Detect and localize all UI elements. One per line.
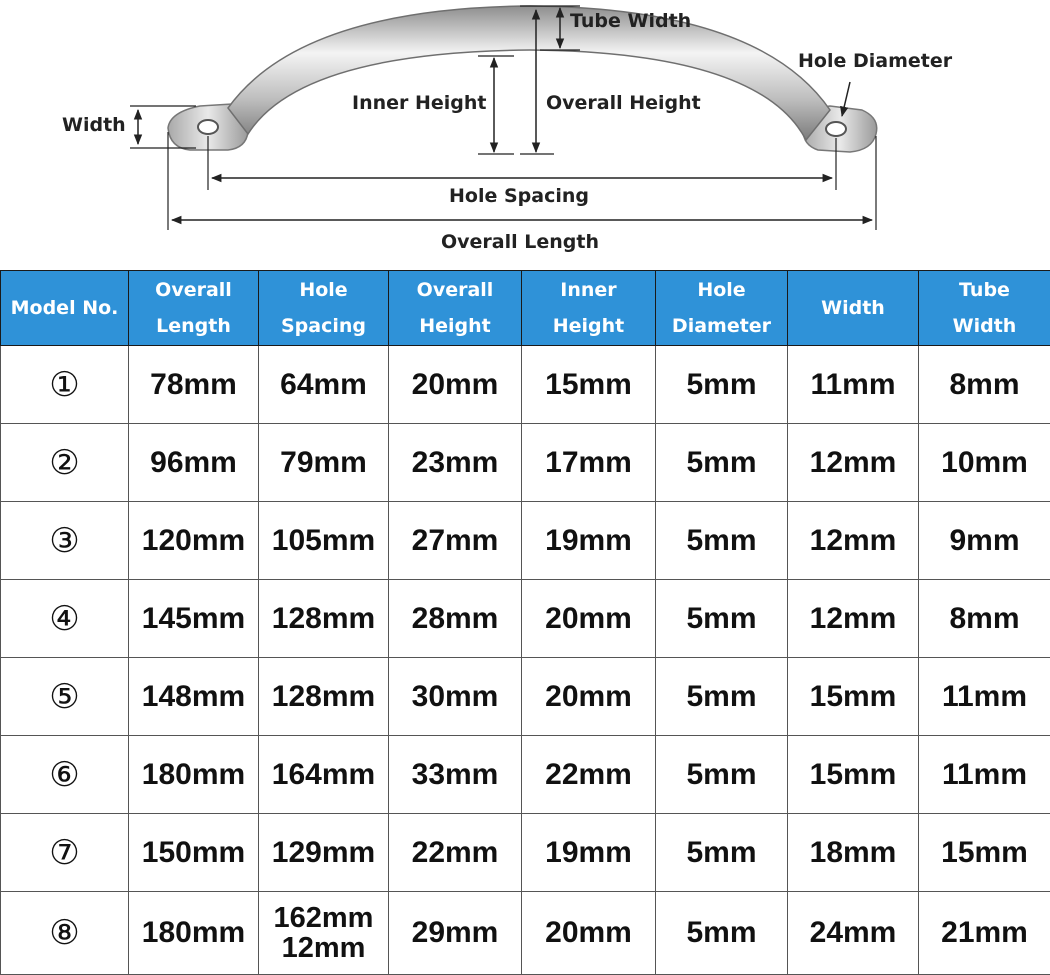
overall-height-cell: 29mm <box>389 892 522 975</box>
table-row <box>1 736 1050 814</box>
overall-length-cell: 145mm <box>129 580 259 658</box>
tube-width-cell: 11mm <box>919 658 1050 736</box>
overall-height-cell: 30mm <box>389 658 522 736</box>
header-overall-length: Overall Length <box>129 271 259 346</box>
model-no-cell: ⑥ <box>1 736 129 814</box>
hole-diameter-cell: 5mm <box>656 658 788 736</box>
hole-diameter-cell: 5mm <box>656 424 788 502</box>
hole-diameter-cell: 5mm <box>656 814 788 892</box>
header-hole-diameter: Hole Diameter <box>656 271 788 346</box>
hole-spacing-cell: 79mm <box>259 424 389 502</box>
width-label: Width <box>62 114 126 136</box>
right-hole <box>826 122 846 136</box>
inner-height-cell: 20mm <box>522 580 656 658</box>
hole-diameter-cell: 5mm <box>656 346 788 424</box>
width-cell: 18mm <box>788 814 919 892</box>
overall-height-cell: 33mm <box>389 736 522 814</box>
header-tube-width: Tube Width <box>919 271 1050 346</box>
hole-diameter-label: Hole Diameter <box>798 50 952 72</box>
inner-height-label: Inner Height <box>352 92 487 114</box>
overall-length-label: Overall Length <box>441 231 599 253</box>
model-no-cell: ② <box>1 424 129 502</box>
overall-height-cell: 28mm <box>389 580 522 658</box>
width-cell: 24mm <box>788 892 919 975</box>
hole-spacing-label: Hole Spacing <box>449 185 589 207</box>
overall-height-cell: 27mm <box>389 502 522 580</box>
table-row <box>1 580 1050 658</box>
width-cell: 15mm <box>788 736 919 814</box>
inner-height-cell: 22mm <box>522 736 656 814</box>
hole-spacing-cell: 105mm <box>259 502 389 580</box>
model-no-cell: ⑤ <box>1 658 129 736</box>
tube-width-cell: 8mm <box>919 346 1050 424</box>
hole-spacing-cell: 128mm <box>259 658 389 736</box>
hole-spacing-line1: 162mm <box>259 903 388 933</box>
header-inner-height: Inner Height <box>522 271 656 346</box>
width-cell: 11mm <box>788 346 919 424</box>
width-cell: 12mm <box>788 580 919 658</box>
width-cell: 12mm <box>788 424 919 502</box>
handle-arch <box>228 6 830 140</box>
inner-height-cell: 19mm <box>522 502 656 580</box>
model-no-cell: ⑦ <box>1 814 129 892</box>
hole-diameter-cell: 5mm <box>656 736 788 814</box>
handle-diagram <box>0 0 1050 268</box>
overall-height-cell: 23mm <box>389 424 522 502</box>
overall-length-cell: 120mm <box>129 502 259 580</box>
tube-width-cell: 8mm <box>919 580 1050 658</box>
model-no-cell: ③ <box>1 502 129 580</box>
handle-illustration <box>0 0 1050 268</box>
tube-width-label: Tube Width <box>570 10 691 32</box>
overall-length-cell: 78mm <box>129 346 259 424</box>
model-no-cell: ④ <box>1 580 129 658</box>
left-hole <box>198 120 218 134</box>
tube-width-cell: 15mm <box>919 814 1050 892</box>
overall-length-cell: 180mm <box>129 892 259 975</box>
inner-height-cell: 20mm <box>522 892 656 975</box>
model-no-cell: ① <box>1 346 129 424</box>
overall-height-cell: 20mm <box>389 346 522 424</box>
table-row <box>1 658 1050 736</box>
hole-spacing-cell: 128mm <box>259 580 389 658</box>
hole-diameter-cell: 5mm <box>656 502 788 580</box>
overall-height-cell: 22mm <box>389 814 522 892</box>
hole-spacing-cell: 129mm <box>259 814 389 892</box>
tube-width-cell: 10mm <box>919 424 1050 502</box>
inner-height-cell: 19mm <box>522 814 656 892</box>
tube-width-cell: 21mm <box>919 892 1050 975</box>
hole-diameter-cell: 5mm <box>656 580 788 658</box>
header-row <box>1 271 1050 346</box>
overall-length-cell: 96mm <box>129 424 259 502</box>
tube-width-cell: 9mm <box>919 502 1050 580</box>
hole-spacing-line2: 12mm <box>259 933 388 963</box>
spec-table <box>0 270 1050 975</box>
hole-spacing-cell: 164mm <box>259 736 389 814</box>
inner-height-cell: 15mm <box>522 346 656 424</box>
hole-diameter-cell: 5mm <box>656 892 788 975</box>
inner-height-cell: 17mm <box>522 424 656 502</box>
overall-length-cell: 150mm <box>129 814 259 892</box>
tube-width-cell: 11mm <box>919 736 1050 814</box>
header-hole-spacing: Hole Spacing <box>259 271 389 346</box>
inner-height-cell: 20mm <box>522 658 656 736</box>
width-cell: 12mm <box>788 502 919 580</box>
table-row <box>1 814 1050 892</box>
table-row <box>1 346 1050 424</box>
table-row <box>1 502 1050 580</box>
width-cell: 15mm <box>788 658 919 736</box>
hole-spacing-cell <box>259 892 389 975</box>
hole-spacing-cell: 64mm <box>259 346 389 424</box>
overall-length-cell: 180mm <box>129 736 259 814</box>
model-no-cell: ⑧ <box>1 892 129 975</box>
table-row <box>1 892 1050 975</box>
header-model-no: Model No. <box>1 271 129 346</box>
overall-length-cell: 148mm <box>129 658 259 736</box>
header-width: Width <box>788 271 919 346</box>
overall-height-label: Overall Height <box>546 92 701 114</box>
header-overall-height: Overall Height <box>389 271 522 346</box>
table-row <box>1 424 1050 502</box>
